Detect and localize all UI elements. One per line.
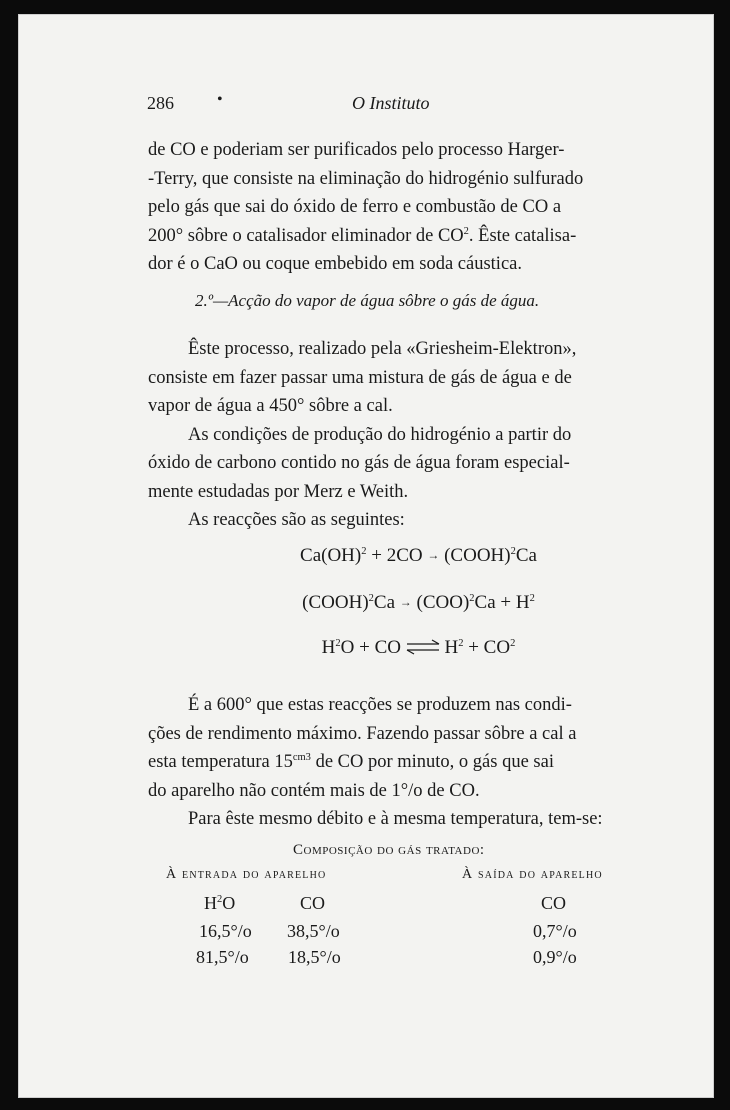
text-line: ções de rendimento máximo. Fazendo passar sôbre a cal a: [148, 723, 577, 744]
equilibrium-arrow-icon: [406, 639, 440, 655]
equation-2: (COOH)$^2$Ca → $(COO)^2Ca + H^2$: [302, 592, 535, 613]
text-line: vapor de água a 450° sôbre a cal.: [148, 396, 393, 416]
text-line: esta temperatura $15^{cm3}$ de CO por minuto, o gás que sai: [148, 752, 554, 772]
paragraph-2: [148, 335, 645, 535]
column-header-co-outlet: CO: [541, 893, 567, 913]
text-line: É a 600° que estas reacções se produzem nas condi-: [188, 695, 572, 715]
text-line: As condições de produção do hidrogénio a partir do: [188, 424, 572, 445]
text-line: Para êste mesmo débito e à mesma temperatura, tem-se:: [188, 809, 603, 829]
text-line: de CO e poderiam ser purificados pelo processo Harger-: [148, 140, 565, 160]
table-cell: 0,7°/o: [533, 921, 577, 941]
page-number: 286: [147, 93, 174, 113]
text-line: dor é o CaO ou coque embebido em soda cáustica.: [148, 254, 522, 274]
table-caption: Composição do gás tratado:: [293, 842, 485, 858]
column-header-h2o: $H^2O$: [204, 893, 236, 913]
text-line: -Terry, que consiste na eliminação do hidrogénio sulfurado: [148, 168, 584, 189]
text-line: mente estudadas por Merz e Weith.: [148, 481, 409, 502]
column-header-co-inlet: CO: [300, 893, 326, 913]
header-dot: •: [217, 91, 223, 108]
text-line: do aparelho não contém mais de 1°/o de CO.: [148, 780, 480, 801]
table-cell: 18,5°/o: [288, 947, 341, 967]
text-line: As reacções são as seguintes:: [188, 510, 405, 530]
reaction-arrow-icon: →: [399, 595, 412, 609]
book-page: [18, 14, 714, 1098]
reaction-arrow-icon: →: [427, 548, 440, 562]
table-heading-outlet: À saída do aparelho: [462, 867, 603, 882]
text-line: 200° sôbre o catalisador eliminador de $CO^2$. Êste catalisa-: [148, 225, 577, 246]
text-line: pelo gás que sai do óxido de ferro e combustão de CO a: [148, 197, 562, 217]
table-cell: 81,5°/o: [196, 947, 249, 967]
text-line: Êste processo, realizado pela «Griesheim-Elektron»,: [188, 339, 577, 359]
running-header: [147, 93, 613, 117]
equation-3: $H^2O$ + CO $H^2 + CO^2$: [321, 637, 516, 658]
table-cell: 0,9°/o: [533, 947, 577, 967]
text-line: óxido de carbono contido no gás de água foram especial-: [148, 453, 570, 473]
table-cell: 16,5°/o: [199, 921, 252, 941]
paragraph-1: [148, 136, 645, 279]
equation-1: Ca(OH)$^2$ + 2CO → (COOH)$^2$Ca: [300, 545, 537, 566]
running-title: O Instituto: [352, 93, 430, 113]
text-line: consiste em fazer passar uma mistura de gás de água e de: [148, 367, 572, 388]
table-heading-inlet: À entrada do aparelho: [166, 867, 327, 882]
paragraph-3: [148, 691, 645, 834]
section-heading: 2.º—Acção do vapor de água sôbre o gás de água.: [195, 291, 540, 310]
table-cell: 38,5°/o: [287, 921, 340, 941]
